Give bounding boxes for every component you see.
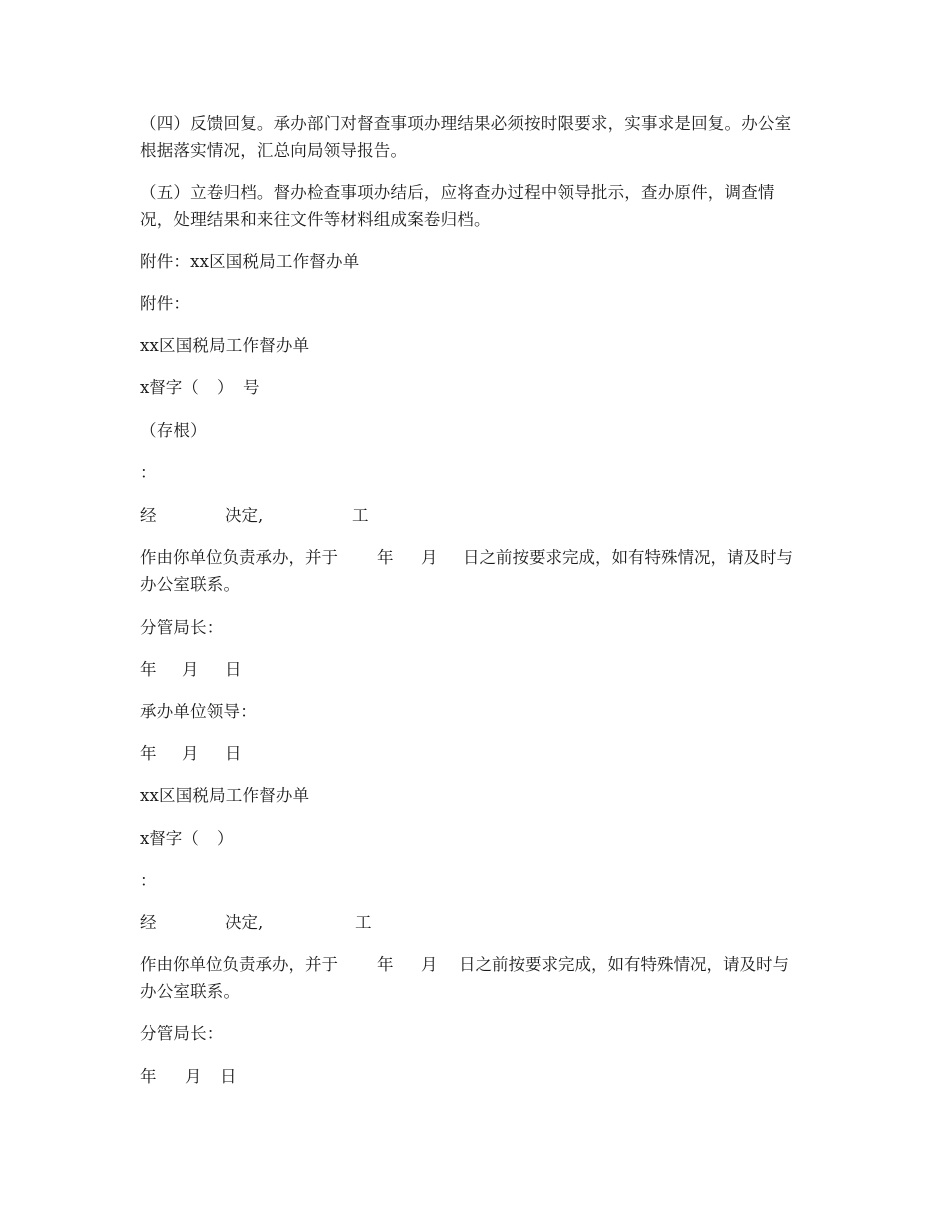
date-year: 年 (140, 660, 157, 679)
body-month: 月 (421, 955, 438, 974)
decision-jueding: 决定, (225, 506, 264, 525)
body-text-a: 作由你单位负责承办，并于 (140, 548, 338, 567)
paragraph-line: 况，处理结果和来往文件等材料组成案卷归档。 (140, 210, 491, 229)
form1-stub-label: （存根） (140, 421, 207, 440)
paragraph-line: （四）反馈回复。承办部门对督查事项办理结果必须按时限要求，实事求是回复。办公室 (140, 114, 792, 133)
attachment-label: 附件： (140, 294, 191, 313)
body-year: 年 (377, 548, 394, 567)
form1-deputy-director-label: 分管局长： (140, 618, 224, 637)
decision-jing: 经 (140, 913, 157, 932)
date-day: 日 (225, 744, 242, 763)
date-month: 月 (182, 660, 199, 679)
form1-body-line2: 办公室联系。 (140, 575, 241, 594)
body-year: 年 (377, 955, 394, 974)
date-year: 年 (140, 744, 157, 763)
date-day: 日 (225, 660, 242, 679)
paragraph-archiving (140, 179, 812, 233)
doc-number-prefix: x督字（ (140, 378, 199, 397)
doc-number-close: ） (217, 378, 234, 397)
decision-gong: 工 (355, 913, 372, 932)
doc-number-close: ） (217, 829, 234, 848)
date-year: 年 (140, 1067, 157, 1086)
date-month: 月 (185, 1067, 202, 1086)
form2-body-line2: 办公室联系。 (140, 982, 241, 1001)
form2-deputy-director-label: 分管局长： (140, 1024, 224, 1043)
paragraph-feedback (140, 110, 812, 164)
attachment-reference: 附件：xx区国税局工作督办单 (140, 252, 360, 271)
form1-unit-leader-label: 承办单位领导： (140, 702, 257, 721)
body-month: 月 (421, 548, 438, 567)
form2-addressee-colon: ： (140, 871, 157, 890)
form2-title: xx区国税局工作督办单 (140, 786, 310, 805)
form1-title: xx区国税局工作督办单 (140, 336, 310, 355)
form1-addressee-colon: ： (140, 463, 157, 482)
body-text-b: 日之前按要求完成，如有特殊情况，请及时与 (463, 548, 793, 567)
doc-number-prefix: x督字（ (140, 829, 199, 848)
doc-number-suffix: 号 (243, 378, 260, 397)
paragraph-line: 根据落实情况，汇总向局领导报告。 (140, 141, 408, 160)
decision-jing: 经 (140, 506, 157, 525)
date-day: 日 (220, 1067, 237, 1086)
decision-jueding: 决定, (225, 913, 264, 932)
paragraph-line: （五）立卷归档。督办检查事项办结后，应将查办过程中领导批示，查办原件，调查情 (140, 183, 775, 202)
decision-gong: 工 (352, 506, 369, 525)
date-month: 月 (182, 744, 199, 763)
body-text-a: 作由你单位负责承办，并于 (140, 955, 338, 974)
body-text-b: 日之前按要求完成，如有特殊情况，请及时与 (459, 955, 789, 974)
